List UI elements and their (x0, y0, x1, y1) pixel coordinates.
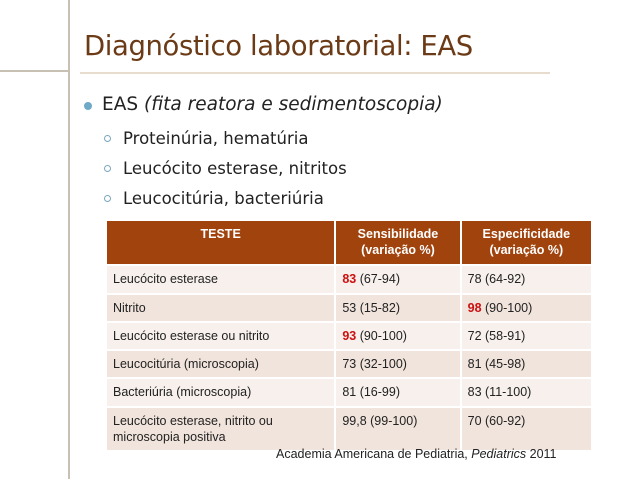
header-sensitivity-label: Sensibilidade (357, 227, 439, 241)
cell-specificity (462, 295, 591, 321)
sub-bullet-1 (104, 129, 308, 148)
cell-test: Bacteriúria (microscopia) (107, 379, 334, 405)
sensitivity-range: (67-94) (356, 272, 400, 287)
sub-bullet-2-label: Leucócito esterase, nitritos (123, 159, 347, 178)
sub-bullet-3-label: Leucocitúria, bacteriúria (123, 189, 324, 208)
table-row (107, 408, 591, 451)
specificity-value: 78 (467, 272, 482, 287)
cell-test: Leucócito esterase, nitrito ou microscopia positiva (107, 408, 334, 451)
cell-specificity (462, 408, 591, 451)
source-prefix: Academia Americana de Pediatria, (276, 447, 472, 461)
cell-test: Leucocitúria (microscopia) (107, 351, 334, 377)
sensitivity-value: 53 (342, 300, 357, 315)
specificity-range: (11-100) (481, 385, 532, 400)
cell-sensitivity (336, 323, 459, 349)
specificity-range: (90-100) (481, 300, 533, 315)
header-sensitivity (336, 221, 459, 264)
header-test: TESTE (107, 221, 334, 264)
sensitivity-range: (32-100) (356, 357, 407, 371)
cell-test: Leucócito esterase ou nitrito (107, 323, 334, 349)
specificity-value: 98 (467, 300, 482, 315)
sensitivity-value: 81 (342, 385, 357, 400)
cell-test: Leucócito esterase (107, 266, 334, 292)
cell-sensitivity (336, 408, 459, 451)
header-specificity-sub: (variação %) (489, 242, 564, 257)
sub-bullet-circle-icon (104, 195, 111, 202)
table-row (107, 295, 591, 321)
source-citation (276, 447, 557, 461)
sub-bullet-circle-icon (104, 165, 111, 172)
source-year: 2011 (526, 447, 557, 461)
cell-sensitivity (336, 379, 459, 405)
sensitivity-range: (15-82) (356, 300, 400, 315)
specificity-range: (64-92) (481, 272, 526, 287)
cell-sensitivity (336, 295, 459, 321)
bullet-main (84, 94, 443, 115)
table-row (107, 379, 591, 405)
bullet-main-detail: (fita reatora e sedimentoscopia) (143, 94, 443, 115)
sensitivity-range: (99-100) (366, 413, 418, 428)
cell-test: Nitrito (107, 295, 334, 321)
sensitivity-value: 83 (342, 272, 357, 287)
title-underline (80, 72, 550, 74)
table-header-row (107, 221, 591, 264)
bullet-dot-icon (84, 102, 92, 110)
sub-bullet-circle-icon (104, 135, 111, 142)
cell-specificity (462, 323, 591, 349)
sub-bullet-3 (104, 189, 324, 208)
bullet-main-label: EAS (102, 94, 139, 115)
table-row (107, 351, 591, 377)
sensitivity-value: 73 (342, 357, 357, 371)
cell-specificity (462, 379, 591, 405)
sensitivity-range: (90-100) (356, 328, 407, 343)
source-journal: Pediatrics (471, 447, 527, 461)
specificity-range: (58-91) (481, 328, 526, 343)
table-row (107, 266, 591, 292)
cell-specificity (462, 266, 591, 292)
specificity-range: (60-92) (481, 413, 526, 428)
lab-results-table (105, 219, 593, 452)
cell-sensitivity (336, 351, 459, 377)
specificity-value: 70 (467, 413, 482, 428)
specificity-value: 72 (467, 328, 482, 343)
specificity-range: (45-98) (481, 357, 526, 371)
specificity-value: 83 (467, 385, 482, 400)
slide-title: Diagnóstico laboratorial: EAS (84, 30, 473, 62)
header-specificity-label: Especificidade (482, 227, 571, 241)
header-sensitivity-sub: (variação %) (361, 242, 435, 257)
sub-bullet-2 (104, 159, 347, 178)
sensitivity-range: (16-99) (356, 385, 400, 400)
frame-horizontal-line (0, 70, 70, 72)
cell-sensitivity (336, 266, 459, 292)
header-specificity (462, 221, 591, 264)
sensitivity-value: 99,8 (342, 413, 367, 428)
specificity-value: 81 (467, 357, 482, 371)
cell-specificity (462, 351, 591, 377)
table-row (107, 323, 591, 349)
sub-bullet-1-label: Proteinúria, hematúria (123, 129, 309, 148)
sensitivity-value: 93 (342, 328, 357, 343)
